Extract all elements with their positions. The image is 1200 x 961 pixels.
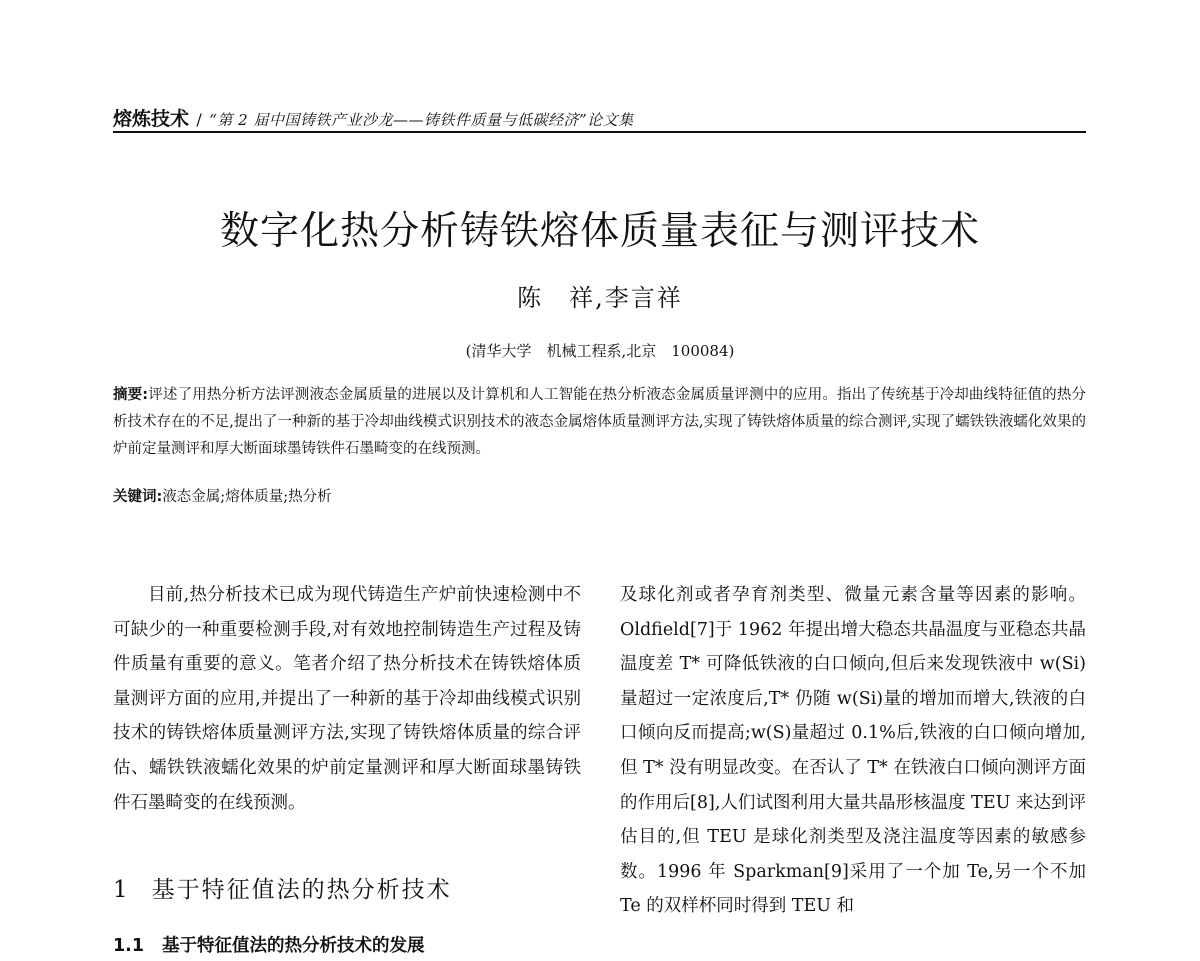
abstract-block — [113, 382, 1086, 463]
subsection-title: 基于特征值法的热分析技术的发展 — [162, 936, 425, 956]
paper-authors: 陈 祥,李言祥 — [517, 284, 683, 312]
running-header — [113, 108, 1086, 132]
section-title: 基于特征值法的热分析技术 — [151, 877, 452, 903]
paper-title: 数字化热分析铸铁熔体质量表征与测评技术 — [219, 209, 980, 254]
keywords-label: 关键词: — [113, 489, 163, 505]
paper-affiliation: (清华大学 机械工程系,北京 100084) — [465, 342, 735, 360]
body-left-column — [113, 578, 581, 820]
keywords-block — [113, 485, 1086, 509]
section-number: 1 — [113, 877, 130, 903]
intro-paragraph: 目前,热分析技术已成为现代铸造生产炉前快速检测中不可缺少的一种重要检测手段,对有效地控制铸造生产过程及铸件质量有重要的意义。笔者介绍了热分析技术在铸铁熔体质量测评方面的应用,并提出了一种新的基于冷却曲线模式识别技术的铸铁熔体质量测评方法,实现了铸铁熔体质量的综合评估、蠕铁铁液蠕化效果的炉前定量测评和厚大断面球墨铸铁件石墨畸变的在线预测。 — [113, 585, 581, 813]
section-heading — [113, 872, 581, 908]
subsection-number: 1.1 — [113, 936, 145, 956]
header-separator: / — [196, 110, 202, 129]
header-series-title: “第 2 届中国铸铁产业沙龙——铸铁件质量与低碳经济”论文集 — [209, 111, 634, 129]
subsection-heading — [113, 931, 581, 961]
body-right-column — [620, 578, 1086, 924]
abstract-label: 摘要: — [113, 387, 149, 403]
header-rule — [113, 131, 1086, 133]
abstract-text: 评述了用热分析方法评测液态金属质量的进展以及计算机和人工智能在热分析液态金属质量评测中的应用。指出了传统基于冷却曲线特征值的热分析技术存在的不足,提出了一种新的基于冷却曲线模式识别技术的液态金属熔体质量测评方法,实现了铸铁熔体质量的综合测评,实现了蠕铁铁液蠕化效果的炉前定量测评和厚大断面球墨铸铁件石墨畸变的在线预测。 — [113, 387, 1086, 457]
right-column-paragraph: 及球化剂或者孕育剂类型、微量元素含量等因素的影响。Oldfield[7]于 1962 年提出增大稳态共晶温度与亚稳态共晶温度差 T* 可降低铁液的白口倾向,但后来发现铁液中 w(Si)量超过一定浓度后,T* 仍随 w(Si)量的增加而增大,铁液的白口倾向反而提高;w(S)量超过 0.1%后,铁液的白口倾向增加,但 T* 没有明显改变。在否认了 T* 在铁液白口倾向测评方面的作用后[8],人们试图利用大量共晶形核温度 TEU 来达到评估目的,但 TEU 是球化剂类型及浇注温度等因素的敏感参数。1996 年 Sparkman[9]采用了一个加 Te,另一个不加 Te 的双样杯同时得到 TEU 和 — [620, 585, 1086, 917]
header-section-name: 熔炼技术 — [113, 108, 190, 130]
keywords-text: 液态金属;熔体质量;热分析 — [162, 489, 332, 505]
